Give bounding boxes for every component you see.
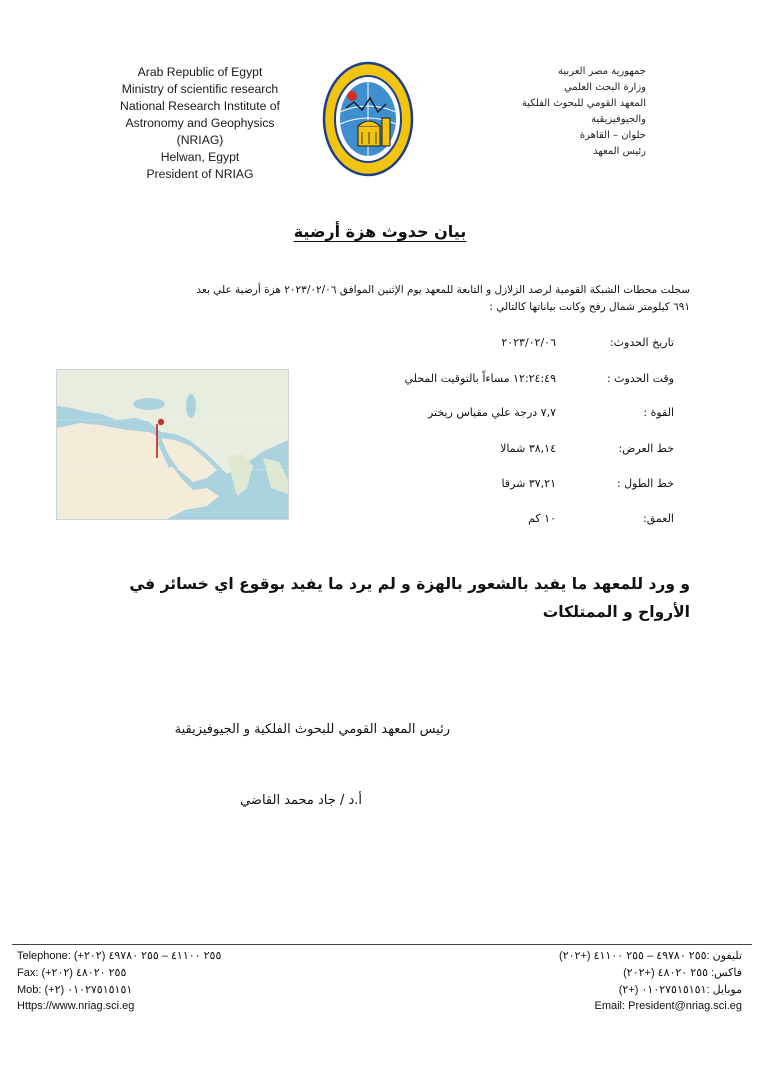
field-latitude-value: ٣٨,١٤ شمالا <box>500 442 556 455</box>
header-en-line: National Research Institute of <box>120 99 280 113</box>
signature-title: رئيس المعهد القومي للبحوث الفلكية و الجيوفيزيقية <box>174 722 450 737</box>
field-time-value: ١٢:٢٤:٤٩ مساءاً بالتوقيت المحلي <box>404 372 556 385</box>
nriag-logo <box>322 60 414 178</box>
statement-line: و ورد للمعهد ما يفيد بالشعور بالهزة و لم يرد ما يفيد بوقوع اي خسائر في <box>129 575 690 593</box>
footer-email-link[interactable]: Email: President@nriag.sci.eg <box>594 1000 742 1012</box>
intro-line: سجلت محطات الشبكة القومية لرصد الزلازل و التابعة للمعهد يوم الإثنين الموافق ٢٠٢٣/٠٢/٠٦ هزة أرضية علي بعد <box>196 284 690 296</box>
header-ar-line: حلوان – القاهرة <box>579 130 646 141</box>
footer-fax-en: Fax: (+٢٠٢) ٢٥٥ ٤٨٠٢٠ <box>17 967 127 979</box>
footer-mob-ar: موبايل :٠١٠٢٧٥١٥١٥١ (+٢) <box>618 984 742 996</box>
footer-telephone-en: Telephone: (+٢٠٢) ٢٥٥ ٤١١٠٠ – ٢٥٥ ٤٩٧٨٠ <box>17 950 222 962</box>
field-depth-label: العمق: <box>643 512 674 525</box>
header-en-line: Astronomy and Geophysics <box>125 116 275 130</box>
field-time-label: وقت الحدوث : <box>606 372 674 385</box>
signature-name: أ.د / جاد محمد القاضي <box>240 793 362 808</box>
intro-line: ٦٩١ كيلومتر شمال رفح وكانت بياناتها كالتالي : <box>489 301 690 313</box>
statement <box>90 570 690 626</box>
intro-paragraph <box>70 282 690 316</box>
field-longitude-label: خط الطول : <box>616 477 674 490</box>
epicenter-map <box>56 369 289 520</box>
field-date-label: تاريخ الحدوث: <box>609 336 674 349</box>
footer-telephone-ar: تليفون :٢٥٥ ٤٩٧٨٠ – ٢٥٥ ٤١١٠٠ (+٢٠٢) <box>559 950 742 962</box>
statement-line: الأرواح و الممتلكات <box>542 603 690 621</box>
header-en-line: Helwan, Egypt <box>160 150 240 164</box>
epicenter-map-image <box>57 370 288 519</box>
header-arabic <box>436 64 646 160</box>
field-depth-value: ١٠ كم <box>528 512 556 525</box>
field-magnitude-value: ٧,٧ درجة علي مقياس ريختر <box>427 406 556 419</box>
header-en-line: President of NRIAG <box>146 167 254 181</box>
epicenter-pin-icon <box>158 419 164 425</box>
field-longitude-value: ٣٧,٢١ شرقا <box>501 477 556 490</box>
header-ar-line: جمهورية مصر العربية <box>558 66 646 77</box>
field-latitude-label: خط العرض: <box>618 442 674 455</box>
footer-fax-ar: فاكس: ٢٥٥ ٤٨٠٢٠ (+٢٠٢) <box>623 967 742 979</box>
footer-divider <box>12 944 752 945</box>
field-date-value: ٢٠٢٣/٠٢/٠٦ <box>501 336 556 349</box>
header-ar-line: وزارة البحث العلمي <box>563 82 646 93</box>
header-en-line: (NRIAG) <box>176 133 224 147</box>
nriag-seal-icon <box>322 60 414 178</box>
header-ar-line: رئيس المعهد <box>593 146 646 157</box>
field-magnitude-label: القوة : <box>643 406 674 419</box>
header-ar-line: المعهد القومي للبحوث الفلكية <box>521 98 646 109</box>
footer-website-link[interactable]: Https://www.nriag.sci.eg <box>17 1000 135 1012</box>
document-title: بيان حدوث هزة أرضية <box>293 222 467 241</box>
header-en-line: Ministry of scientific research <box>121 82 279 96</box>
footer-mob-en: Mob: (+٢) ٠١٠٢٧٥١٥١٥١ <box>17 984 133 996</box>
header-ar-line: والجيوفيزيقية <box>591 114 646 125</box>
header-en-line: Arab Republic of Egypt <box>137 65 263 79</box>
header-english <box>100 64 300 183</box>
